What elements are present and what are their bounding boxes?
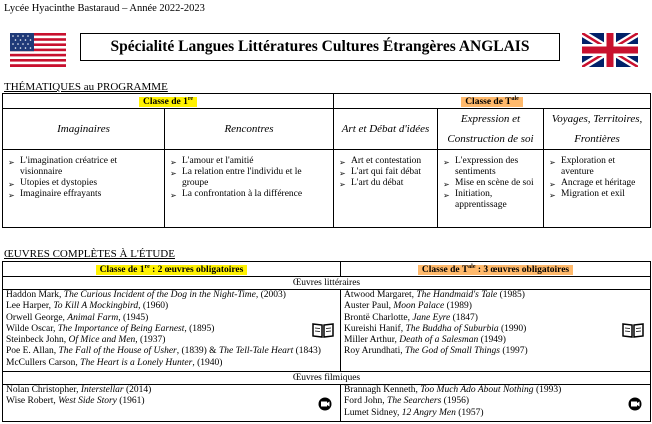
oeuvres-table — [2, 261, 651, 422]
work-year: (1989) — [444, 301, 472, 312]
list-item: ➢ Imaginaire effrayants — [20, 189, 161, 200]
theme-items-voyages — [544, 150, 651, 228]
work-author: Ford John, — [344, 396, 388, 407]
work-year: (1961) — [116, 396, 145, 407]
work-year: (1957) — [455, 407, 484, 418]
list-item — [6, 346, 337, 357]
list-item: ➢ Exploration et aventure — [561, 156, 647, 178]
work-author: McCullers Carson, — [6, 357, 81, 368]
list-item — [344, 408, 647, 419]
work-title: Jane Eyre — [412, 312, 451, 323]
list-item — [344, 324, 647, 335]
thematiques-title-rest: au PROGRAMME — [81, 81, 168, 93]
work-title: Too Much Ado About Nothing — [420, 385, 534, 395]
list-item: ➢ Art et contestation — [351, 156, 434, 167]
litteraires-terminale-cell — [341, 290, 651, 372]
work-title: The Heart is a Lonely Hunter — [80, 357, 193, 368]
list-item — [344, 346, 647, 357]
list-item: ➢ Utopies et dystopies — [20, 178, 161, 189]
terminale-label: Classe de T — [465, 96, 512, 107]
filmiques-premiere-cell — [3, 385, 341, 422]
list-item: ➢ La confrontation à la différence — [182, 189, 330, 200]
work-author: Brontë Charlotte, — [344, 312, 413, 323]
book-icon — [622, 322, 644, 338]
work-author: Roy Arundhati, — [344, 346, 405, 357]
film-icon — [628, 397, 642, 411]
work-title: The Handmaid's Tale — [416, 290, 498, 300]
work-author: Kureishi Hanif, — [344, 323, 406, 334]
work-author: Miller Arthur, — [344, 335, 400, 346]
work-year: (1993) — [533, 385, 562, 395]
work-year: , (1839) & — [176, 346, 219, 357]
thematiques-table — [2, 93, 651, 228]
work-author: Nolan Christopher, — [6, 385, 81, 395]
theme-title-expression: Expression et Construction de soi — [438, 109, 544, 150]
list-item — [6, 290, 337, 301]
work-author: Steinbeck John, — [6, 335, 69, 346]
oeuvres-premiere-rest: : 2 œuvres obligatoires — [149, 264, 244, 275]
premiere-label: Classe de 1 — [142, 96, 188, 107]
work-year: (1956) — [441, 396, 469, 407]
thematiques-title-main: THÉMATIQUES — [4, 81, 81, 93]
list-item — [344, 290, 647, 301]
oeuvres-premiere-highlight — [96, 265, 248, 275]
work-year: , (2003) — [255, 290, 286, 300]
us-flag-icon — [10, 33, 66, 67]
list-item — [6, 396, 337, 407]
theme-title-rencontres: Rencontres — [165, 109, 334, 150]
filmiques-label: Œuvres filmiques — [3, 372, 651, 385]
theme-items-expression — [438, 150, 544, 228]
litteraires-premiere-list — [6, 290, 337, 369]
list-item: ➢ Mise en scène de soi — [455, 178, 540, 189]
work-author: Lee Harper, — [6, 301, 54, 312]
oeuvres-terminale-rest: : 3 œuvres obligatoires — [475, 264, 570, 275]
list-item — [344, 385, 647, 396]
premiere-label-highlight — [139, 97, 197, 107]
work-year: (2014) — [123, 385, 152, 395]
work-title: The Buddha of Suburbia — [405, 323, 499, 334]
oeuvres-title: ŒUVRES COMPLÈTES À L'ÉTUDE — [4, 248, 175, 260]
work-author: Poe E. Allan, — [6, 346, 59, 357]
theme-items-rencontres — [165, 150, 334, 228]
work-year: (1985) — [497, 290, 525, 300]
work-year: (1847) — [450, 312, 478, 323]
list-item — [6, 301, 337, 312]
litteraires-label: Œuvres littéraires — [3, 277, 651, 290]
oeuvres-premiere-label: Classe de 1 — [99, 264, 145, 275]
oeuvres-premiere-sup: re — [144, 263, 150, 270]
work-title: Death of a Salesman — [399, 335, 479, 346]
work-title: Of Mice and Men — [68, 335, 136, 346]
premiere-sup: re — [187, 95, 194, 102]
list-item — [6, 335, 337, 346]
terminale-sup: ale — [511, 95, 519, 102]
theme-items-art-debat — [334, 150, 438, 228]
theme-title-imaginaires: Imaginaires — [3, 109, 165, 150]
work-year: , (1937) — [135, 335, 166, 346]
work-author: Auster Paul, — [344, 301, 394, 312]
list-item: ➢ Migration et exil — [561, 189, 647, 200]
list-item: ➢ Initiation, apprentissage — [455, 189, 540, 211]
work-author: Atwood Margaret, — [344, 290, 417, 300]
filmiques-premiere-list — [6, 385, 337, 408]
uk-flag-icon — [582, 33, 638, 67]
list-item — [344, 313, 647, 324]
work-title: The Fall of the House of Usher — [58, 346, 177, 357]
work-year: , (1895) — [184, 323, 215, 334]
work-year2: (1843) — [293, 346, 321, 357]
work-year: (1997) — [499, 346, 528, 357]
work-year: , (1960) — [138, 301, 169, 312]
theme-items-imaginaires — [3, 150, 165, 228]
work-title: West Side Story — [58, 396, 117, 407]
work-author: Haddon Mark, — [6, 290, 64, 300]
litteraires-premiere-cell — [3, 290, 341, 372]
work-title: Moon Palace — [393, 301, 445, 312]
theme-title-art-debat: Art et Débat d'idées — [334, 109, 438, 150]
work-title: Interstellar — [80, 385, 124, 395]
work-title: The Importance of Being Earnest — [57, 323, 185, 334]
work-author: Wilde Oscar, — [6, 323, 58, 334]
work-year: , (1945) — [118, 312, 149, 323]
list-item: ➢ L'imagination créatrice et visionnaire — [20, 156, 161, 178]
work-title: Animal Farm — [67, 312, 119, 323]
list-item — [6, 385, 337, 396]
oeuvres-premiere-header — [3, 262, 341, 277]
terminale-label-highlight — [461, 97, 523, 107]
list-item: ➢ L'art du débat — [351, 178, 434, 189]
work-author: Brannagh Kenneth, — [344, 385, 421, 395]
work-author: Wise Robert, — [6, 396, 59, 407]
list-item: ➢ L'art qui fait débat — [351, 167, 434, 178]
oeuvres-terminale-highlight — [418, 265, 573, 275]
oeuvres-terminale-label: Classe de T — [421, 264, 469, 275]
oeuvres-section-title — [4, 248, 175, 260]
work-author: Orwell George, — [6, 312, 68, 323]
work-year: (1949) — [478, 335, 506, 346]
list-item — [6, 313, 337, 324]
list-item: ➢ Ancrage et héritage — [561, 178, 647, 189]
litteraires-terminale-list — [344, 290, 647, 358]
premiere-header — [3, 94, 334, 109]
list-item: ➢ La relation entre l'individu et le groupe — [182, 167, 330, 189]
work-author: Lumet Sidney, — [344, 407, 402, 418]
film-icon — [318, 397, 332, 411]
work-year: (1990) — [498, 323, 527, 334]
book-icon — [312, 322, 334, 338]
list-item: ➢ L'amour et l'amitié — [182, 156, 330, 167]
list-item: ➢ L'expression des sentiments — [455, 156, 540, 178]
filmiques-terminale-cell — [341, 385, 651, 422]
terminale-header — [334, 94, 651, 109]
school-year-header: Lycée Hyacinthe Bastaraud – Année 2022-2023 — [4, 3, 205, 14]
thematiques-section-title — [4, 81, 168, 93]
work-title: 12 Angry Men — [401, 407, 456, 418]
list-item — [344, 301, 647, 312]
oeuvres-terminale-header — [341, 262, 651, 277]
list-item — [6, 324, 337, 335]
work-title2: The Tell-Tale Heart — [218, 346, 294, 357]
work-year: , (1940) — [192, 357, 223, 368]
filmiques-terminale-list — [344, 385, 647, 419]
list-item — [344, 335, 647, 346]
list-item — [344, 396, 647, 407]
page-title: Spécialité Langues Littératures Cultures Étrangères ANGLAIS — [80, 33, 560, 61]
work-title: The Searchers — [387, 396, 442, 407]
oeuvres-terminale-sup: ale — [468, 263, 476, 270]
work-title: The Curious Incident of the Dog in the Night-Time — [63, 290, 256, 300]
list-item — [6, 358, 337, 369]
work-title: The God of Small Things — [404, 346, 500, 357]
work-title: To Kill A Mockingbird — [53, 301, 139, 312]
theme-title-voyages: Voyages, Territoires, Frontières — [544, 109, 651, 150]
